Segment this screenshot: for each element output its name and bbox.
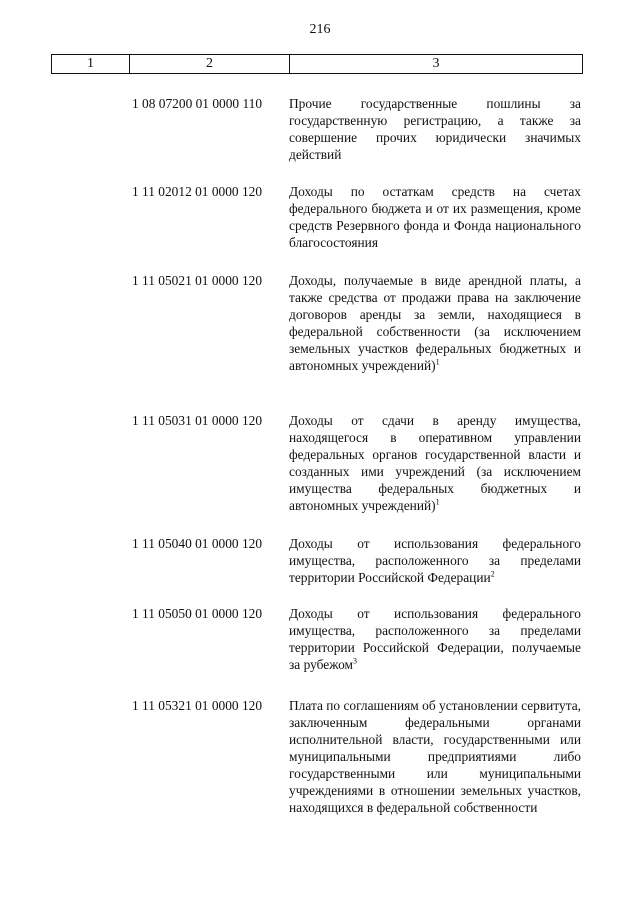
row-description	[289, 183, 581, 251]
footnote-marker: 2	[490, 569, 495, 579]
table-header-col-1: 1	[87, 56, 94, 71]
row-description-text: Прочие государственные пошлины за государственную регистрацию, а также за совершение прочих юридически значимых действий	[289, 96, 581, 162]
row-description	[289, 605, 581, 673]
row-code: 1 11 05031 01 0000 120	[132, 413, 263, 428]
row-description-text: Доходы по остаткам средств на счетах федерального бюджета и от их размещения, кроме средств Резервного фонда и Фонда национального благосостояния	[289, 184, 581, 250]
row-description	[289, 95, 581, 163]
row-code: 1 11 05040 01 0000 120	[132, 536, 263, 551]
row-description	[289, 272, 581, 374]
table-header-col-3: 3	[289, 55, 582, 73]
footnote-marker: 1	[435, 497, 440, 507]
row-description-text: Доходы, получаемые в виде арендной платы, а также средства от продажи права на заключение договоров аренды за земли, находящиеся в федеральной собственности (за исключением земельных участков федеральных бюджетных и автономных учреждений)	[289, 273, 581, 373]
table-header	[51, 54, 583, 74]
row-description-text: Плата по соглашениям об установлении сервитута, заключенным федеральными органами исполнительной власти, государственными или муниципальными предприятиями либо государственными или муниципальными учреждениями в отношении земельных участков, находящихся в федеральной собственности	[289, 698, 581, 815]
row-code: 1 11 05050 01 0000 120	[132, 606, 263, 621]
footnote-marker: 1	[435, 357, 440, 367]
row-code: 1 11 05021 01 0000 120	[132, 273, 263, 288]
row-code: 1 11 05321 01 0000 120	[132, 698, 263, 713]
row-code: 1 11 02012 01 0000 120	[132, 184, 263, 199]
row-description-text: Доходы от использования федерального имущества, расположенного за пределами территории Российской Федерации, получаемые за рубежом	[289, 606, 581, 672]
row-description	[289, 697, 581, 816]
footnote-marker: 3	[353, 656, 358, 666]
row-description	[289, 412, 581, 514]
row-description-text: Доходы от использования федерального имущества, расположенного за пределами территории Российской Федерации	[289, 536, 581, 585]
row-code: 1 08 07200 01 0000 110	[132, 96, 263, 111]
page-number: 216	[309, 22, 331, 37]
row-description-text: Доходы от сдачи в аренду имущества, находящегося в оперативном управлении федеральных органов государственной власти и созданных ими учреждений (за исключением имущества федеральных бюджетных и автономных учреждений)	[289, 413, 581, 513]
row-description	[289, 535, 581, 586]
table-header-col-2: 2	[129, 55, 289, 73]
